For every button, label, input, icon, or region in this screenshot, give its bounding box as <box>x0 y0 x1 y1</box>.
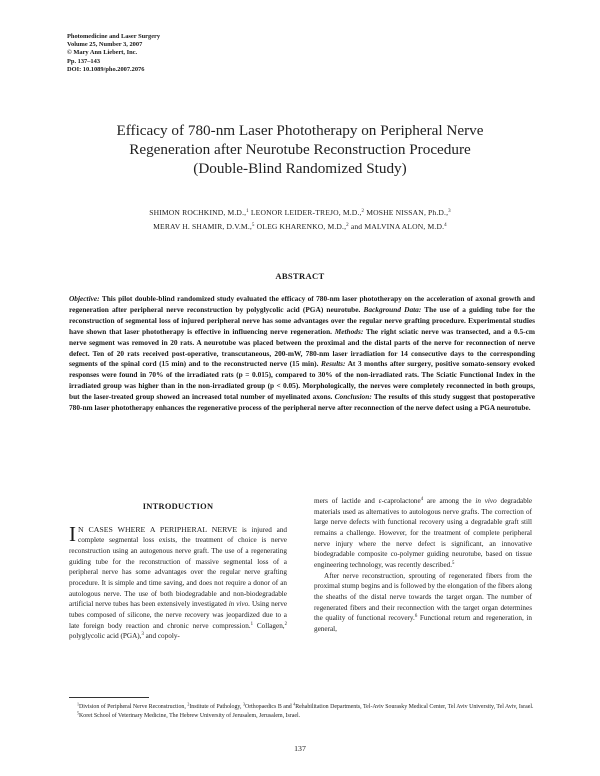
footnote-sup: 4 <box>293 701 296 707</box>
author-name: SHIMON ROCHKIND, M.D., <box>149 208 247 217</box>
reference-sup: 5 <box>452 560 455 566</box>
background-label: Background Data: <box>363 304 422 314</box>
methods-text: The right sciatic nerve was transected, and a 0.5-cm nerve segment was removed in 20 rats. A neurotube was placed between the proximal and the distal parts of the nerve for reconnection of nerve defect. Ten of 20 rats received post-operative, transcutaneous, 200-mW, 780-nm laser irradiation for 14 consecutive days to the corresponding segments of the spinal cord (15 min) and to the reconstructed nerve (15 min). <box>69 326 535 369</box>
conclusion-text: The results of this study suggest that postoperative 780-nm laser phototherapy enhances the regenerative process of the peripheral nerve after reconnection of the nerve defect using a PGA neurotube. <box>69 392 535 413</box>
page-number: 137 <box>294 744 306 753</box>
footnote-sup: 2 <box>187 701 190 707</box>
methods-label: Methods: <box>334 326 364 336</box>
paper-title <box>60 121 540 178</box>
conclusion-label: Conclusion: <box>334 392 372 402</box>
results-label: Results: <box>320 359 346 369</box>
opening-small-caps: N CASES WHERE A PERIPHERAL NERVE <box>78 524 238 534</box>
paragraph-text: Using nerve tubes composed of silicone, the nerve recovery was jeopardized due to a late foreign body reaction and chronic nerve compression. <box>69 600 288 630</box>
author-list <box>60 206 540 233</box>
affiliation-sup: 1 <box>246 209 249 214</box>
author-name: MERAV H. SHAMIR, D.V.M., <box>153 221 252 231</box>
reference-sup: 4 <box>420 497 424 502</box>
author-name: MALVINA ALON, M.D. <box>364 221 445 231</box>
reference-sup: 6 <box>414 614 418 620</box>
paragraph-text: are among the <box>426 497 472 505</box>
footnote-text: Rehabilitation Departments, Tel-Aviv Sourasky Medical Center, Tel Aviv University, Tel Aviv, Israel. <box>295 704 534 710</box>
footnote-text: Koret School of Veterinary Medicine, The Hebrew University of Jerusalem, Jerusalem, Israel. <box>79 713 301 720</box>
footnote-text: Institute of Pathology, <box>189 704 242 710</box>
reference-sup: 1 <box>250 621 253 627</box>
italic-term: in vivo <box>475 497 497 505</box>
author-name: MOSHE NISSAN, Ph.D., <box>366 208 449 217</box>
footnote-line <box>69 712 535 721</box>
introduction-heading: INTRODUCTION <box>142 502 214 511</box>
footnote-text: Division of Peripheral Nerve Reconstruction, <box>79 704 186 710</box>
footnote-rule <box>69 697 149 698</box>
journal-copyright: © Mary Ann Liebert, Inc. <box>67 49 138 57</box>
author-name: LEONOR LEIDER-TREJO, M.D., <box>250 208 362 217</box>
paragraph-text: Collagen, <box>256 621 285 630</box>
title-line: (Double-Blind Randomized Study) <box>193 160 407 177</box>
affiliation-sup: 2 <box>361 209 365 214</box>
left-column <box>69 496 287 642</box>
author-conjunction: and <box>350 221 363 231</box>
author-name: OLEG KHARENKO, M.D., <box>256 221 347 231</box>
title-line: Regeneration after Neurotube Reconstruction Procedure <box>129 141 471 158</box>
reference-sup: 3 <box>141 632 144 638</box>
results-text: At 3 months after surgery, positive somato-sensory evoked responses were found in 70% of the irradiated rats (p = 0.015), compared to 30% of the non-irradiated rats. The Sciatic Functional Index in the irradiated group was higher than in the non-irradiated group (p < 0.05). Morphologically, the nerves were completely reconnected in both groups, but the laser-treated group showed an increased total number of myelinated axons. <box>69 359 535 402</box>
journal-header <box>67 33 160 74</box>
paragraph-text: mers of lactide and ε-caprolactone <box>314 497 421 505</box>
right-column <box>314 496 532 635</box>
affiliation-sup: 5 <box>251 222 255 228</box>
paragraph-text: and copoly- <box>145 632 180 641</box>
affiliation-sup: 3 <box>448 209 451 214</box>
paragraph-text: Functional return and regeneration, in general, <box>314 614 533 633</box>
paragraph-text: is injured and complete segmental loss exists, the treatment of choice is nerve reconstruction using an autogenous nerve graft. The use of a regenerating guiding tube for the reconstruction of massive segmental loss of a peripheral nerve has some advantages over the regular nerve grafting procedure. It is simple and time saving, and does not require a donor of an autologous nerve. The use of both biodegradable and non-biodegradable artificial nerve tubes has been extensively investigated <box>69 525 288 609</box>
journal-doi: DOI: 10.1089/pho.2007.2076 <box>67 65 145 73</box>
title-line: Efficacy of 780-nm Laser Phototherapy on Peripheral Nerve <box>116 122 484 139</box>
journal-pages: Pp. 137–143 <box>67 57 101 65</box>
affiliation-footnotes <box>69 703 535 722</box>
author-line <box>60 220 540 234</box>
paragraph-text: polyglycolic acid (PGA), <box>69 632 142 641</box>
paragraph-text: After nerve reconstruction, sprouting of regenerated fibers from the proximal stump begins and is followed by the elongation of the fibers along the sheaths of the distal nerve towards the target organ. The number of regenerated fibers and their reconnection with the target organ determines the quality of functional recovery. <box>314 571 532 623</box>
journal-volume: Volume 25, Number 3, 2007 <box>67 41 143 49</box>
intro-paragraph <box>69 521 288 642</box>
background-text: The use of a guiding tube for the reconstruction of segmental loss of injured peripheral nerve has some advantages over the regular nerve grafting procedure. Experimental studies have shown that laser phototherapy is effective in influencing nerve regeneration. <box>69 304 535 336</box>
objective-label: Objective: <box>69 294 100 303</box>
affiliation-sup: 4 <box>444 222 447 228</box>
objective-text: This pilot double-blind randomized study evaluated the efficacy of 780-nm laser phototherapy on the acceleration of axonal growth and regeneration after peripheral nerve reconstruction by polyglycolic acid (PGA) neurotube. <box>69 294 535 314</box>
affiliation-sup: 2 <box>346 222 349 228</box>
paragraph-text: degradable materials used as alternatives to autologous nerve grafts. The correction of large nerve defects with functional recovery using a degradable graft still remains a challenge. However, for the treatment of complete peripheral nerve injury where the nerve defect is significant, an innovative biodegradable composite co-polymer guiding neurotube, based on tissue engineering technology, was recently described. <box>314 497 533 569</box>
footnote-sup: 3 <box>242 701 245 707</box>
footnote-sup: 1 <box>77 701 79 707</box>
italic-term: in vivo. <box>228 600 250 609</box>
intro-paragraph <box>314 496 532 571</box>
reference-sup: 2 <box>284 621 288 627</box>
abstract-body <box>69 294 535 414</box>
footnote-text: Orthopaedics B and <box>244 704 292 710</box>
intro-paragraph <box>314 571 532 635</box>
drop-cap: I <box>69 521 76 546</box>
author-line <box>60 206 540 220</box>
abstract-heading: ABSTRACT <box>275 271 325 281</box>
footnote-line <box>69 703 535 712</box>
journal-name: Photomedicine and Laser Surgery <box>67 33 161 40</box>
footnote-sup: 5 <box>77 710 79 716</box>
